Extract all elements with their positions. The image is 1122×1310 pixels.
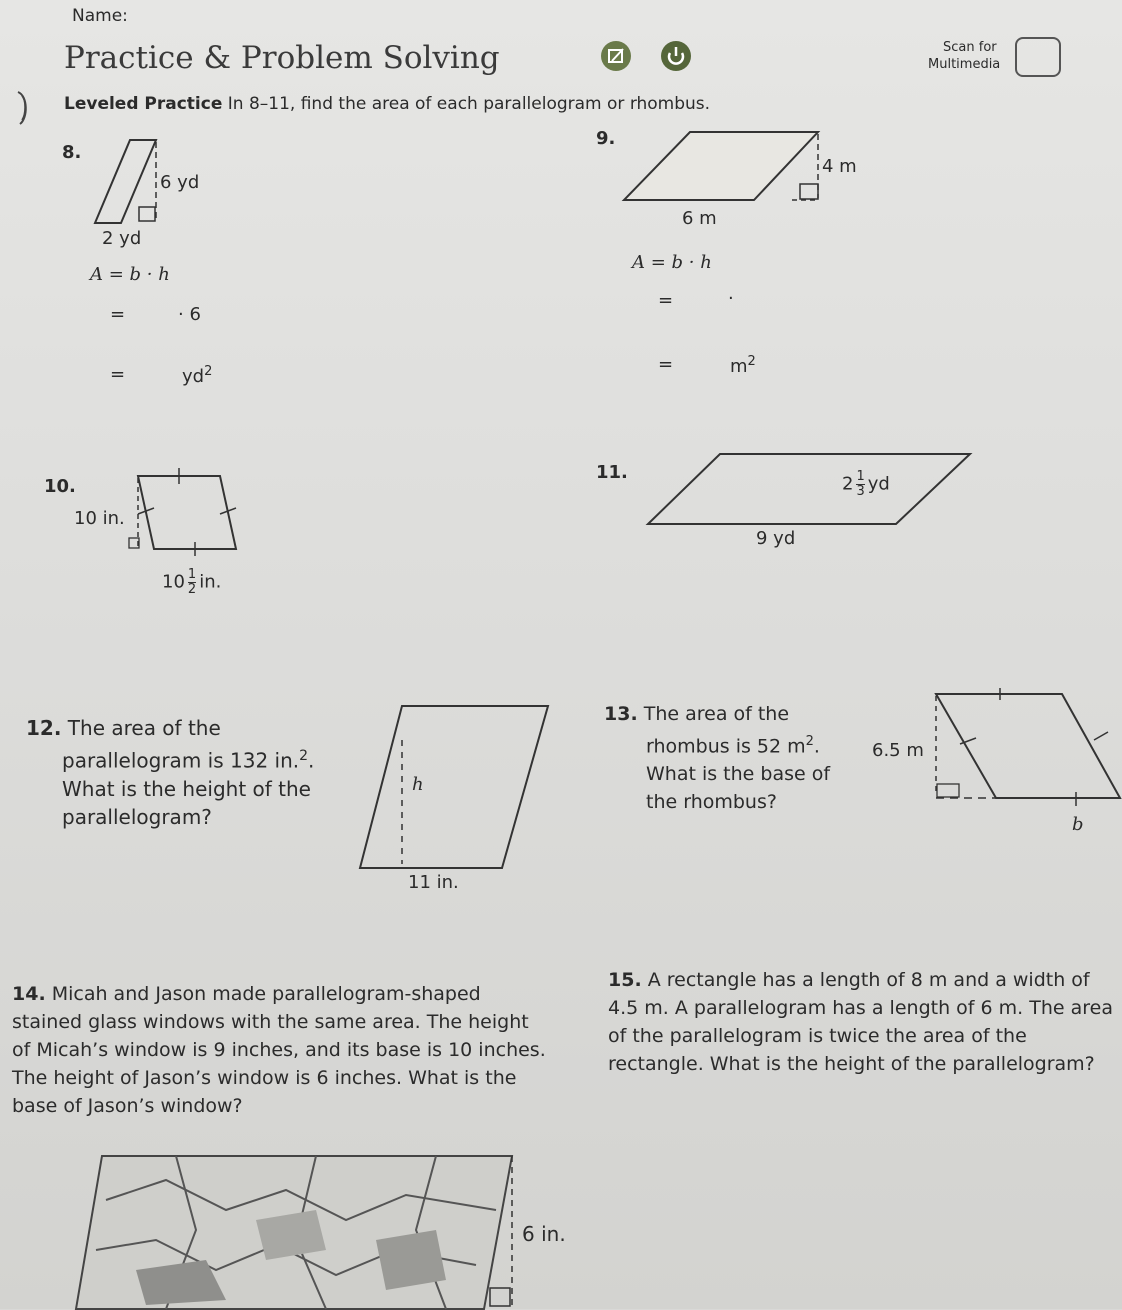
problem-14-text — [12, 980, 552, 1120]
problem-13-text — [604, 700, 830, 816]
problem-14-height: 6 in. — [522, 1222, 566, 1246]
problem-10-height: 10 in. — [74, 508, 125, 529]
problem-11-side-unit: yd — [867, 473, 890, 495]
problem-13-line-3: What is the base of — [646, 763, 831, 786]
problem-12-line-3: What is the height of the — [62, 776, 311, 801]
problem-10-base-den: 2 — [187, 582, 197, 597]
problem-8-unit-exp: 2 — [204, 364, 213, 379]
problem-9-number: 9. — [596, 128, 616, 149]
multimedia-label: Multimedia — [928, 57, 1001, 72]
pencil-icon — [600, 40, 632, 72]
leveled-practice-icon — [14, 90, 36, 126]
problem-8-formula: A = b · h — [90, 264, 170, 285]
problem-12-number: 12. — [26, 716, 62, 740]
power-icon — [660, 40, 692, 72]
problem-12-base: 11 in. — [408, 872, 459, 893]
problem-12-line-1: The area of the — [67, 716, 221, 740]
problem-13-b-label: b — [1072, 814, 1084, 835]
problem-13-figure — [930, 688, 1122, 808]
instructions — [64, 94, 710, 114]
problem-9-base: 6 m — [682, 208, 717, 229]
page-title: Practice & Problem Solving — [64, 40, 500, 76]
problem-11-number: 11. — [596, 462, 628, 483]
problem-13-line-1: The area of the — [643, 703, 790, 725]
problem-8-figure — [90, 136, 170, 228]
problem-11-side-den: 3 — [856, 484, 865, 499]
problem-9-equals-1: = — [658, 290, 674, 311]
problem-9-height: 4 m — [822, 156, 857, 177]
problem-10-number: 10. — [44, 476, 76, 497]
problem-10-base-whole: 10 — [162, 571, 185, 593]
problem-12-h-label: h — [412, 774, 424, 795]
problem-14-body: Micah and Jason made parallelogram-shaped stained glass windows with the same area. The height of Micah’s window is 9 inches, and its base is 10 inches. The height of Jason’s window is 6 inches. What is the base of Jason’s window? — [12, 983, 546, 1117]
problem-8-times-six: · 6 — [178, 304, 201, 325]
problem-10-base-num: 1 — [187, 567, 197, 582]
problem-8-unit — [182, 364, 212, 387]
problem-13-line-2-end: . — [813, 735, 820, 758]
problem-13-line-4: the rhombus? — [646, 791, 777, 814]
problem-14-number: 14. — [12, 983, 46, 1005]
problem-11-figure — [646, 448, 976, 528]
problem-9-dot: · — [728, 288, 734, 309]
problem-12-line-2-end: . — [308, 748, 315, 773]
instructions-text: In 8–11, find the area of each parallelogram or rhombus. — [227, 94, 711, 114]
problem-9-unit-text: m — [730, 356, 748, 377]
problem-9-formula: A = b · h — [632, 252, 712, 273]
problem-15-number: 15. — [608, 969, 642, 991]
qr-icon[interactable] — [1015, 37, 1061, 77]
name-label: Name: — [72, 6, 128, 26]
problem-11-base: 9 yd — [756, 528, 796, 549]
problem-11-side-whole: 2 — [842, 473, 854, 495]
problem-13-line-2-exp: 2 — [805, 734, 814, 749]
problem-12-line-2-exp: 2 — [299, 748, 309, 764]
problem-13-number: 13. — [604, 703, 638, 725]
problem-8-equals-1: = — [110, 304, 126, 325]
problem-8-number: 8. — [62, 142, 82, 163]
scan-label: Scan for — [943, 40, 997, 55]
problem-9-figure — [620, 128, 840, 208]
problem-10-figure — [126, 462, 246, 558]
problem-9-unit-exp: 2 — [747, 354, 756, 369]
problem-10-base-unit: in. — [199, 571, 222, 593]
problem-8-base: 2 yd — [102, 228, 142, 249]
stained-glass-window-figure — [76, 1150, 516, 1310]
problem-8-equals-2: = — [110, 364, 126, 385]
instructions-bold: Leveled Practice — [64, 94, 223, 114]
problem-13-height: 6.5 m — [872, 740, 924, 761]
problem-13-line-2: rhombus is 52 m — [646, 735, 806, 758]
problem-9-equals-2: = — [658, 354, 674, 375]
problem-10-base — [162, 568, 221, 597]
problem-9-unit — [730, 354, 756, 377]
problem-8-height: 6 yd — [160, 172, 200, 193]
problem-12-line-2: parallelogram is 132 in. — [62, 748, 300, 773]
problem-11-side-num: 1 — [856, 469, 865, 484]
problem-12-line-4: parallelogram? — [62, 804, 212, 829]
problem-12-text — [26, 714, 314, 831]
problem-15-body: A rectangle has a length of 8 m and a width of 4.5 m. A parallelogram has a length of 6 m. The area of the parallelogram is twice the area of the rectangle. What is the height of the parallelogram? — [608, 969, 1113, 1075]
problem-12-figure — [356, 704, 552, 872]
problem-11-side — [842, 470, 890, 499]
problem-15-text — [608, 966, 1116, 1078]
problem-8-unit-text: yd — [182, 366, 205, 387]
